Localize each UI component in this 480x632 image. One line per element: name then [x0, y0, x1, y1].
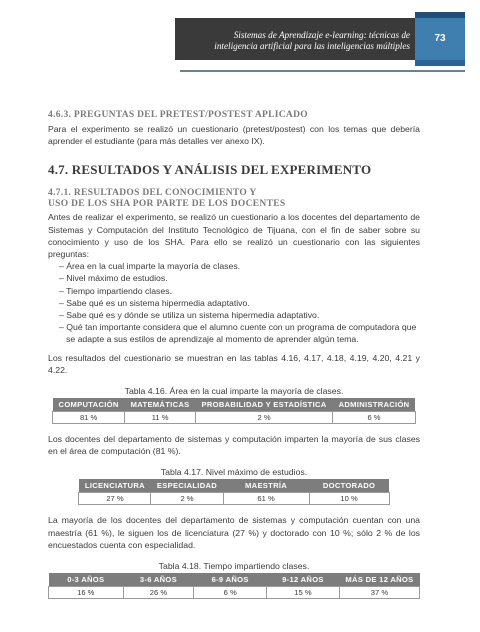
table-cell: 15 %	[267, 587, 340, 599]
table-row	[53, 412, 416, 424]
table-header-row	[53, 398, 416, 412]
table-header-cell: COMPUTACIÓN	[53, 398, 125, 412]
section-4-7-1-heading	[48, 188, 420, 210]
table-header-cell: ADMINISTRACIÓN	[333, 398, 416, 412]
results-intro-paragraph: Los resultados del cuestionario se muestran en las tablas 4.16, 4.17, 4.18, 4.19, 4.20, 4.21 y 4.22.	[48, 352, 420, 375]
table-header-cell: DOCTORADO	[309, 479, 389, 493]
paragraph-after-table-4-17: La mayoría de los docentes del departamento de sistemas y computación cuentan con una maestría (61 %), le siguen los de licenciatura (27 %) y doctorado con 10 %; sólo 2 % de los encuestados cuenta con especialidad.	[48, 515, 420, 550]
table-cell: 26 %	[123, 587, 194, 599]
page-number: 73	[434, 33, 446, 44]
table-cell: 61 %	[223, 493, 309, 505]
section-4-6-3-heading: 4.6.3. PREGUNTAS DEL PRETEST/POSTEST APLICADO	[48, 110, 308, 120]
table-cell: 2 %	[196, 412, 333, 424]
running-header	[180, 30, 410, 52]
running-header-line2: inteligencia artificial para las inteligencias múltiples	[214, 41, 410, 51]
table-header-cell: LICENCIATURA	[79, 479, 151, 493]
header-rule	[180, 70, 465, 72]
question-list	[48, 260, 420, 345]
table-header-row	[49, 573, 420, 587]
table-header-cell: 3-6 AÑOS	[123, 573, 194, 587]
table-cell: 81 %	[53, 412, 125, 424]
table-cell: 6 %	[333, 412, 416, 424]
table-header-cell: PROBABILIDAD Y ESTADÍSTICA	[196, 398, 333, 412]
table-4-17	[78, 479, 389, 505]
table-row	[79, 493, 389, 505]
table-header-cell: 0-3 AÑOS	[49, 573, 124, 587]
list-item: – Sabe qué es un sistema hipermedia adaptativo.	[59, 297, 250, 308]
section-4-6-3-paragraph: Para el experimento se realizó un cuestionario (pretest/postest) con los temas que debería aprender el estudiante (para más detalles ver anexo IX).	[48, 124, 420, 147]
table-cell: 37 %	[339, 587, 419, 599]
list-item: – Qué tan importante considera que el alumno cuente con un programa de computadora que se adapte a sus estilos de aprendizaje al momento de aprender algún tema.	[59, 322, 417, 345]
page-tab-lower	[415, 60, 465, 66]
table-cell: 10 %	[309, 493, 389, 505]
list-item: – Tiempo impartiendo clases.	[59, 285, 172, 296]
table-header-row	[79, 479, 389, 493]
table-cell: 27 %	[79, 493, 151, 505]
section-4-7-1-paragraph: Antes de realizar el experimento, se realizó un cuestionario a los docentes del departamento de Sistemas y Computación del Instituto Tecnológico de Tijuana, con el fin de saber sobre su conocimiento y uso de los SHA. Para ello se realizó un cuestionario con las siguientes preguntas:	[48, 212, 420, 260]
section-4-7-heading: 4.7. RESULTADOS Y ANÁLISIS DEL EXPERIMENTO	[48, 162, 372, 178]
table-header-cell: 6-9 AÑOS	[194, 573, 267, 587]
table-4-16	[52, 398, 416, 424]
section-4-7-1-heading-line1: 4.7.1. RESULTADOS DEL CONOCIMIENTO Y	[48, 188, 257, 199]
list-item: – Área en la cual imparte la mayoría de clases.	[59, 261, 241, 272]
table-row	[49, 587, 420, 599]
table-header-cell: MATEMÁTICAS	[125, 398, 196, 412]
running-header-line1: Sistemas de Aprendizaje e-learning: técnicas de	[233, 30, 410, 40]
list-item: – Sabe qué es y dónde se utiliza un sistema hipermedia adaptativo.	[59, 310, 320, 321]
table-4-18	[48, 573, 420, 599]
table-4-18-caption: Tabla 4.18. Tiempo impartiendo clases.	[158, 561, 310, 572]
table-4-16-caption: Tabla 4.16. Área en la cual imparte la mayoría de clases.	[124, 386, 344, 397]
list-item: – Nivel máximo de estudios.	[59, 273, 168, 284]
table-cell: 16 %	[49, 587, 124, 599]
table-4-17-caption: Tabla 4.17. Nivel máximo de estudios.	[160, 467, 308, 478]
paragraph-after-table-4-16: Los docentes del departamento de sistemas y computación imparten la mayoría de sus clases en el área de computación (81 %).	[48, 434, 420, 457]
page-content	[48, 110, 420, 599]
table-header-cell: ESPECIALIDAD	[151, 479, 223, 493]
table-cell: 6 %	[194, 587, 267, 599]
table-cell: 11 %	[125, 412, 196, 424]
table-cell: 2 %	[151, 493, 223, 505]
table-header-cell: 9-12 AÑOS	[267, 573, 340, 587]
section-4-7-1-heading-line2: USO DE LOS SHA POR PARTE DE LOS DOCENTES	[48, 199, 286, 210]
table-header-cell: MAESTRÍA	[223, 479, 309, 493]
table-header-cell: MÁS DE 12 AÑOS	[339, 573, 419, 587]
